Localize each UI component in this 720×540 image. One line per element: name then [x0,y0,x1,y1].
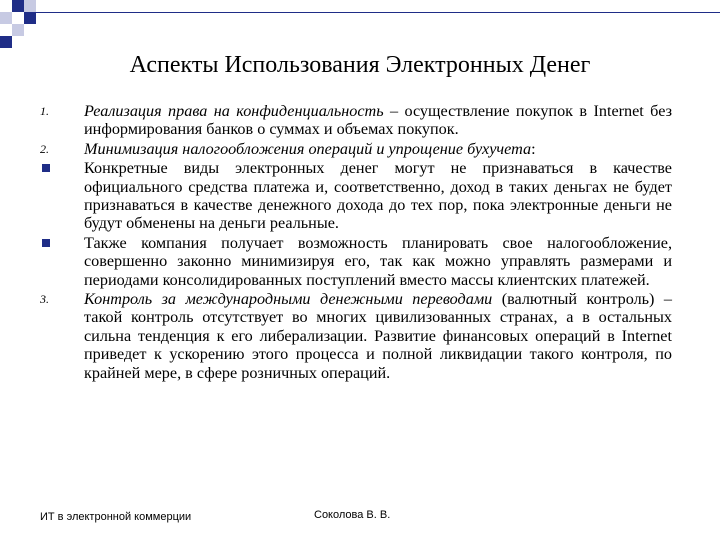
item-italic-text: Реализация права на конфиденциальность [84,102,384,120]
list-number: 1. [40,104,49,118]
square-bullet-icon [42,164,50,172]
list-item-bullet-1 [40,159,672,233]
list-item-3 [40,290,672,382]
footer-author: Соколова В. В. [314,509,391,521]
item-text: : [531,139,536,158]
top-rule-line [36,12,720,13]
list-number: 2. [40,141,49,156]
square-bullet-icon [42,239,50,247]
item-italic-text: Контроль за международными денежными переводами [84,290,493,309]
decor-square-dark [0,36,12,48]
content-list [40,102,672,383]
decor-square-dark [12,0,24,12]
decorative-squares [0,0,60,48]
footer-course-name: ИТ в электронной коммерции [40,511,192,523]
item-italic-text: Минимизация налогообложения операций и упрощение бухучета [84,139,532,158]
list-item-1 [40,102,672,139]
list-item-bullet-2 [40,234,672,289]
item-text: (валютный контроль) – такой контроль отсутствует во многих цивилизованных странах, а в остальных сильна тенденция к его либерализации. Развитие финансовых операций в Internet приведет к ускорению этого процесса и полной ликвидации такого контроля, по крайней мере, в сфере розничных операций. [84,290,672,382]
item-text: Также компания получает возможность планировать свое налогообложение, совершенно законно минимизируя его, так как можно управлять размерами и периодами консолидированных поступлений вместо массы клиентских платежей. [84,233,672,289]
decor-square-light [0,12,12,24]
decor-square-light [12,24,24,36]
slide-title: Аспекты Использования Электронных Денег [129,52,591,78]
decor-square-dark [24,12,36,24]
decor-square-light [24,0,36,12]
list-number: 3. [40,292,49,307]
list-item-2 [40,140,672,158]
item-text: Конкретные виды электронных денег могут не признаваться в качестве официального средства платежа и, соответственно, доход в таких деньгах не будет признаваться в качестве денежного дохода до тех пор, пока электронные деньги не будут обменены на деньги реальные. [84,159,672,233]
item-text: – осуществление покупок в Internet без информирования банков о суммах и объемах покупок. [84,102,672,139]
